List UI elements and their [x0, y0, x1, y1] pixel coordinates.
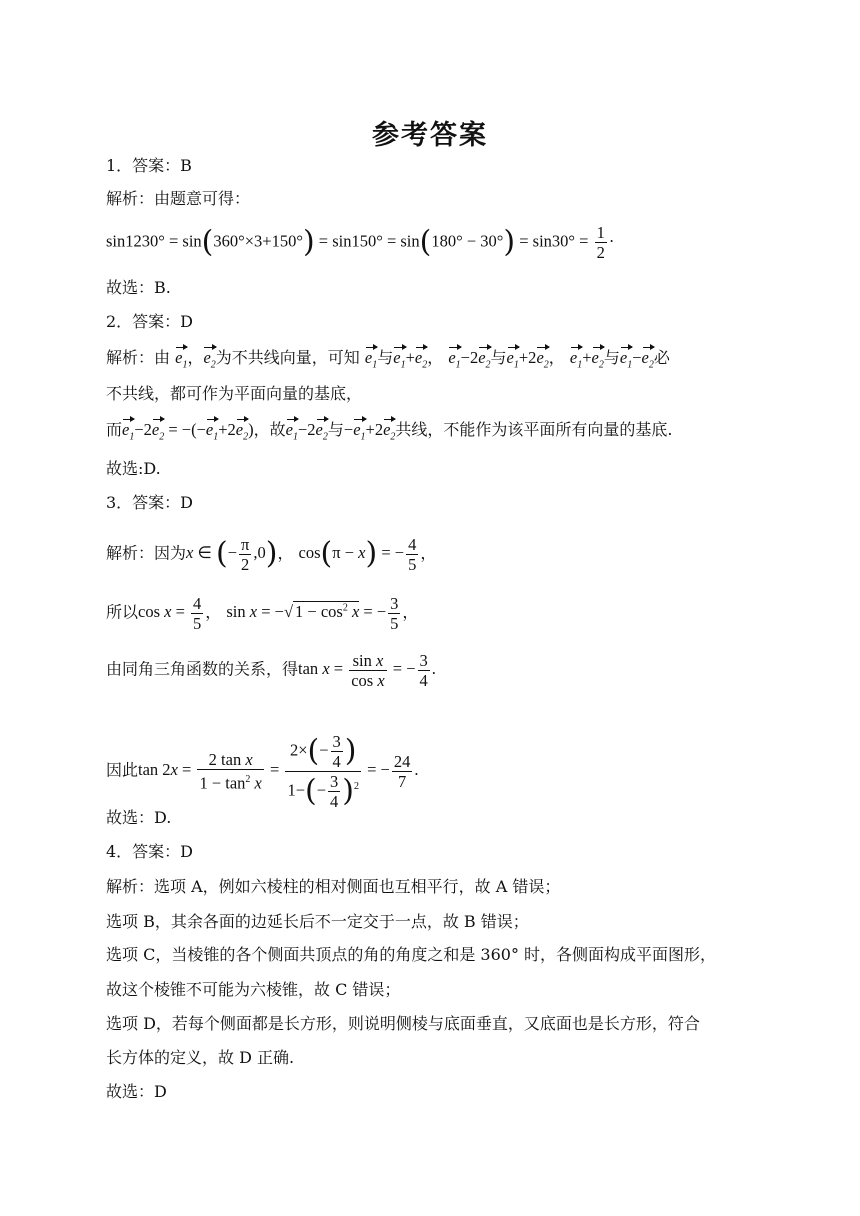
q2-analysis-line1: 解析：由 $e_1$，$e_2$为不共线向量，可知 $e_1$与$e_1+e_2$， $e_1-2e_2$与$e_1+2e_2$， $e_1+e_2$与$e_1-e_2$必: [106, 348, 670, 375]
q2-analysis-line3: 而$e_1-2e_2 = -(-e_1+2e_2)$，故$e_1-2e_2$与$-e_1+2e_2$共线，不能作为该平面所有向量的基底.: [106, 420, 673, 447]
q3-line3: 由同角三角函数的关系，得tan x = $\frac{\text{sin x}}{\text{cos x}}$ = − $\frac{3}{4}$ .: [106, 651, 436, 690]
q4-line1: 解析：选项 A，例如六棱柱的相对侧面也互相平行，故 A 错误；: [106, 877, 561, 896]
q4-line2: 选项 B，其余各面的边延长后不一定交于一点，故 B 错误；: [106, 912, 529, 931]
q1-answer: 1．答案：B: [106, 156, 192, 175]
q4-line5: 选项 D，若每个侧面都是长方形，则说明侧棱与底面垂直，又底面也是长方形，符合: [106, 1014, 700, 1033]
q3-line2: 所以cos x = $\frac{4}{5}$ ， sin x = −√ $1 - \cos^2 x$ = − $\frac{3}{5}$ ，: [106, 594, 419, 633]
q4-choice: 故选：D: [106, 1082, 167, 1101]
q4-line4: 故这个棱锥不可能为六棱锥，故 C 错误；: [106, 980, 401, 999]
q2-answer: 2．答案：D: [106, 312, 194, 331]
q2-choice: 故选:D.: [106, 459, 161, 478]
q3-line4: 因此tan 2x = $\frac{\text{2 tan x}}{1 - \tan^2 x}$ = 2×(− $\frac{3}{4}$ ) 1−(− $\frac{3}{4}$ )$^2$ = − $\frac{24}{7}$ .: [106, 732, 419, 811]
q4-answer: 4．答案：D: [106, 842, 194, 861]
q4-line6: 长方体的定义，故 D 正确.: [106, 1048, 295, 1067]
q3-line1: 解析：因为x ∈ (− $\frac{\pi}{2}$ ,0)， cos(π − x) = − $\frac{4}{5}$ ，: [106, 535, 437, 574]
q3-answer: 3．答案：D: [106, 493, 194, 512]
q4-line3: 选项 C，当棱锥的各个侧面共顶点的角的角度之和是 360° 时，各侧面构成平面图形，: [106, 945, 717, 964]
q1-formula: sin1230° = sin(360°×3+150°) = sin150° = sin(180° − 30°) = sin30° = $\frac{1}{2}$ ·: [106, 223, 615, 262]
q1-analysis: 解析：由题意可得：: [106, 189, 251, 208]
q1-choice: 故选：B.: [106, 278, 171, 297]
q2-analysis-line2: 不共线，都可作为平面向量的基底，: [106, 384, 363, 403]
q3-choice: 故选：D.: [106, 808, 172, 827]
page-title: 参考答案: [372, 120, 488, 151]
